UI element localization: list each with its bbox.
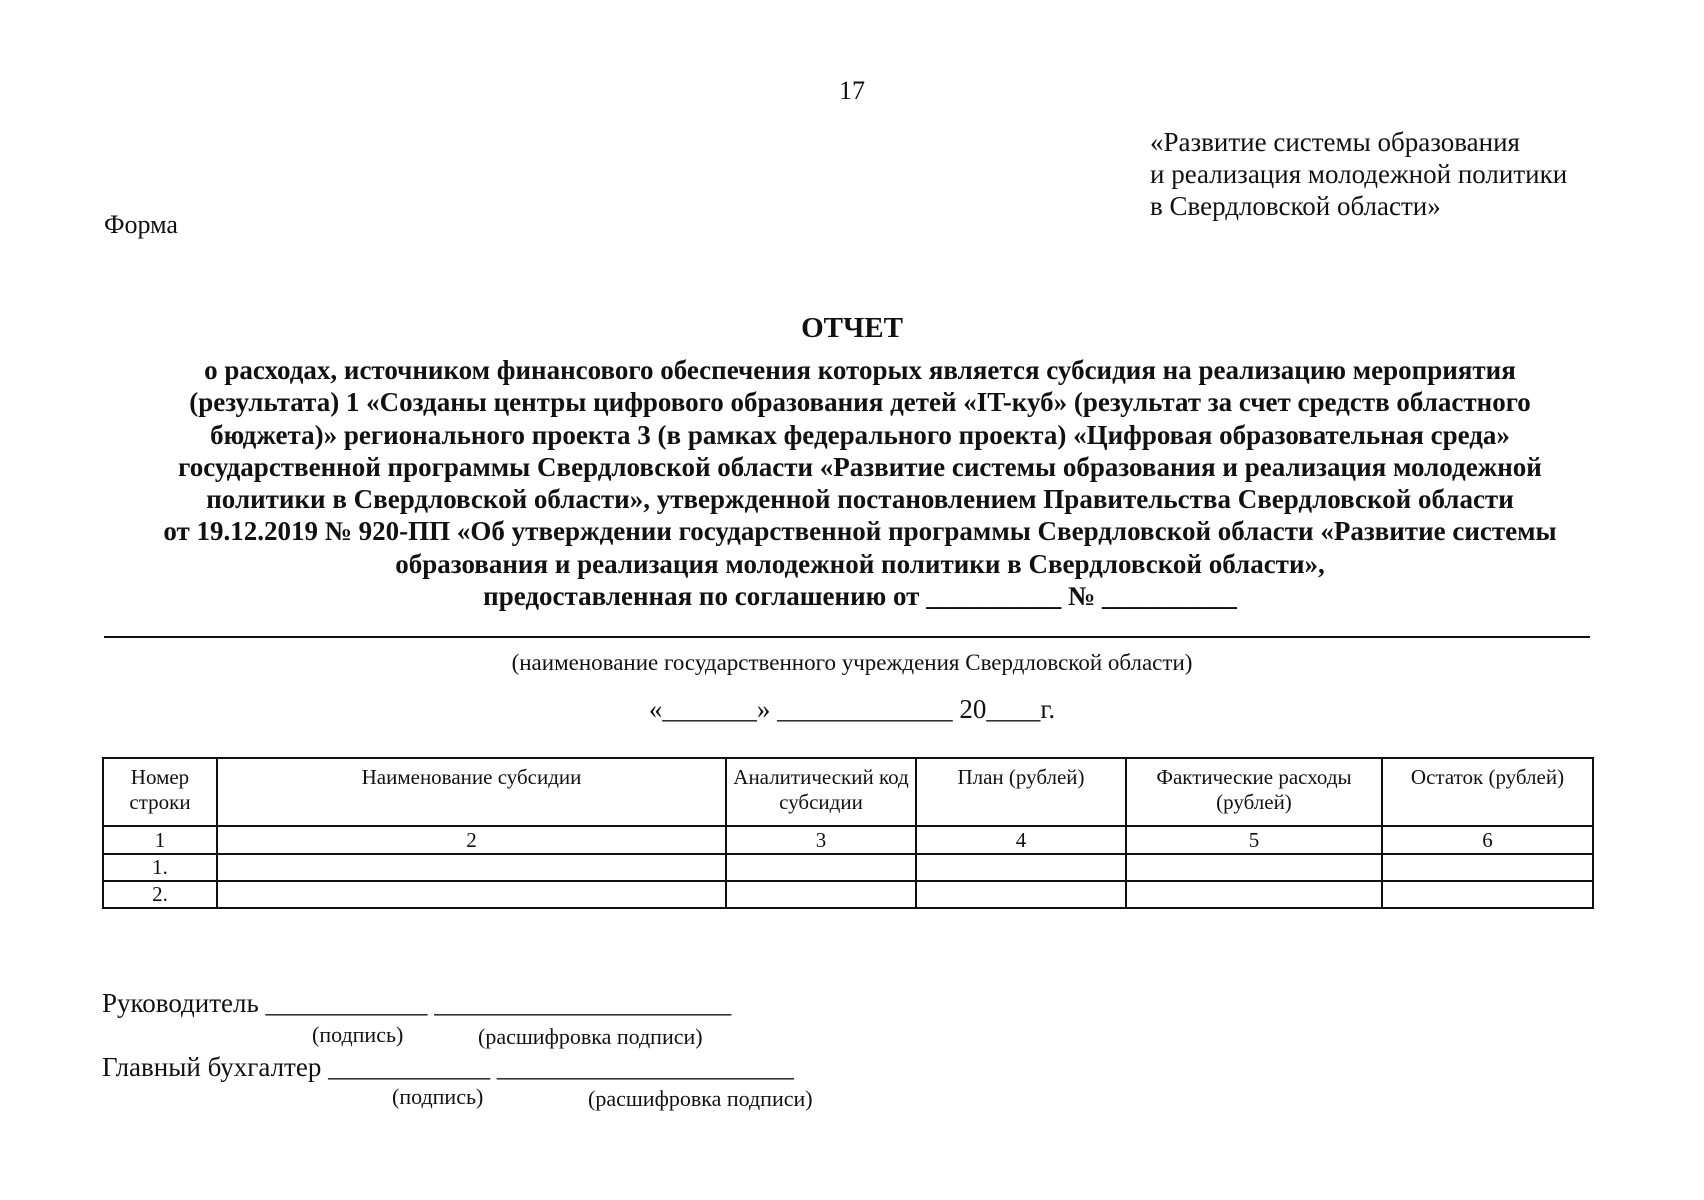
report-description-line: (результата) 1 «Созданы центры цифрового образования детей «IT-куб» (результат за счет средств областного: [189, 387, 1531, 418]
column-number: 4: [916, 826, 1126, 854]
column-number-row: [103, 826, 1593, 854]
report-title: ОТЧЕТ: [801, 312, 903, 344]
accountant-signature-caption: (подпись): [392, 1084, 484, 1109]
row-number: 1.: [103, 854, 217, 881]
report-description-line: бюджета)» регионального проекта 3 (в рамках федерального проекта) «Цифровая образовательная среда»: [210, 419, 1510, 450]
subsidy-name-cell: [217, 881, 726, 908]
header-actual-expenses: Фактические расходы (рублей): [1126, 758, 1382, 826]
table-header-row: [103, 758, 1593, 826]
form-label: Форма: [104, 210, 178, 239]
head-signature-line: Руководитель ____________ ______________________: [102, 988, 732, 1018]
plan-cell: [916, 854, 1126, 881]
report-description: [95, 354, 1625, 612]
analytic-code-cell: [726, 881, 916, 908]
program-reference: [1150, 126, 1567, 222]
head-signature-caption: (подпись): [312, 1022, 404, 1047]
report-description-line: политики в Свердловской области», утвержденной постановлением Правительства Свердловской области: [206, 484, 1514, 515]
institution-caption: (наименование государственного учреждения Свердловской области): [511, 650, 1193, 675]
report-description-line: государственной программы Свердловской области «Развитие системы образования и реализация молодежной: [178, 451, 1542, 482]
column-number: 3: [726, 826, 916, 854]
column-number: 1: [103, 826, 217, 854]
agreement-line: предоставленная по соглашению от __________ № __________: [483, 581, 1237, 612]
subsidy-name-cell: [217, 854, 726, 881]
program-reference-line: «Развитие системы образования: [1150, 127, 1520, 157]
header-plan: План (рублей): [916, 758, 1126, 826]
page-number: 17: [839, 76, 865, 105]
institution-name-rule: [104, 636, 1590, 638]
accountant-signature-line: Главный бухгалтер ____________ ______________________: [102, 1052, 794, 1082]
header-remainder: Остаток (рублей): [1382, 758, 1593, 826]
column-number: 5: [1126, 826, 1382, 854]
column-number: 2: [217, 826, 726, 854]
header-analytic-code: Аналитический код субсидии: [726, 758, 916, 826]
remainder-cell: [1382, 854, 1593, 881]
actual-expenses-cell: [1126, 881, 1382, 908]
analytic-code-cell: [726, 854, 916, 881]
header-row-number: Номер строки: [103, 758, 217, 826]
program-reference-line: и реализация молодежной политики: [1150, 159, 1568, 189]
actual-expenses-cell: [1126, 854, 1382, 881]
head-name-caption: (расшифровка подписи): [478, 1024, 703, 1049]
remainder-cell: [1382, 881, 1593, 908]
row-number: 2.: [103, 881, 217, 908]
plan-cell: [916, 881, 1126, 908]
report-date-line: «_______» _____________ 20____г.: [648, 694, 1056, 724]
table-row: [103, 881, 1593, 908]
header-subsidy-name: Наименование субсидии: [217, 758, 726, 826]
report-description-line: от 19.12.2019 № 920-ПП «Об утверждении государственной программы Свердловской области «Развитие системы: [163, 516, 1557, 547]
accountant-name-caption: (расшифровка подписи): [588, 1086, 813, 1111]
subsidy-table: [102, 757, 1594, 909]
report-description-line: образования и реализация молодежной политики в Свердловской области»,: [395, 548, 1325, 579]
program-reference-line: в Свердловской области»: [1150, 191, 1441, 221]
report-description-line: о расходах, источником финансового обеспечения которых является субсидия на реализацию мероприятия: [204, 355, 1516, 385]
column-number: 6: [1382, 826, 1593, 854]
table-row: [103, 854, 1593, 881]
